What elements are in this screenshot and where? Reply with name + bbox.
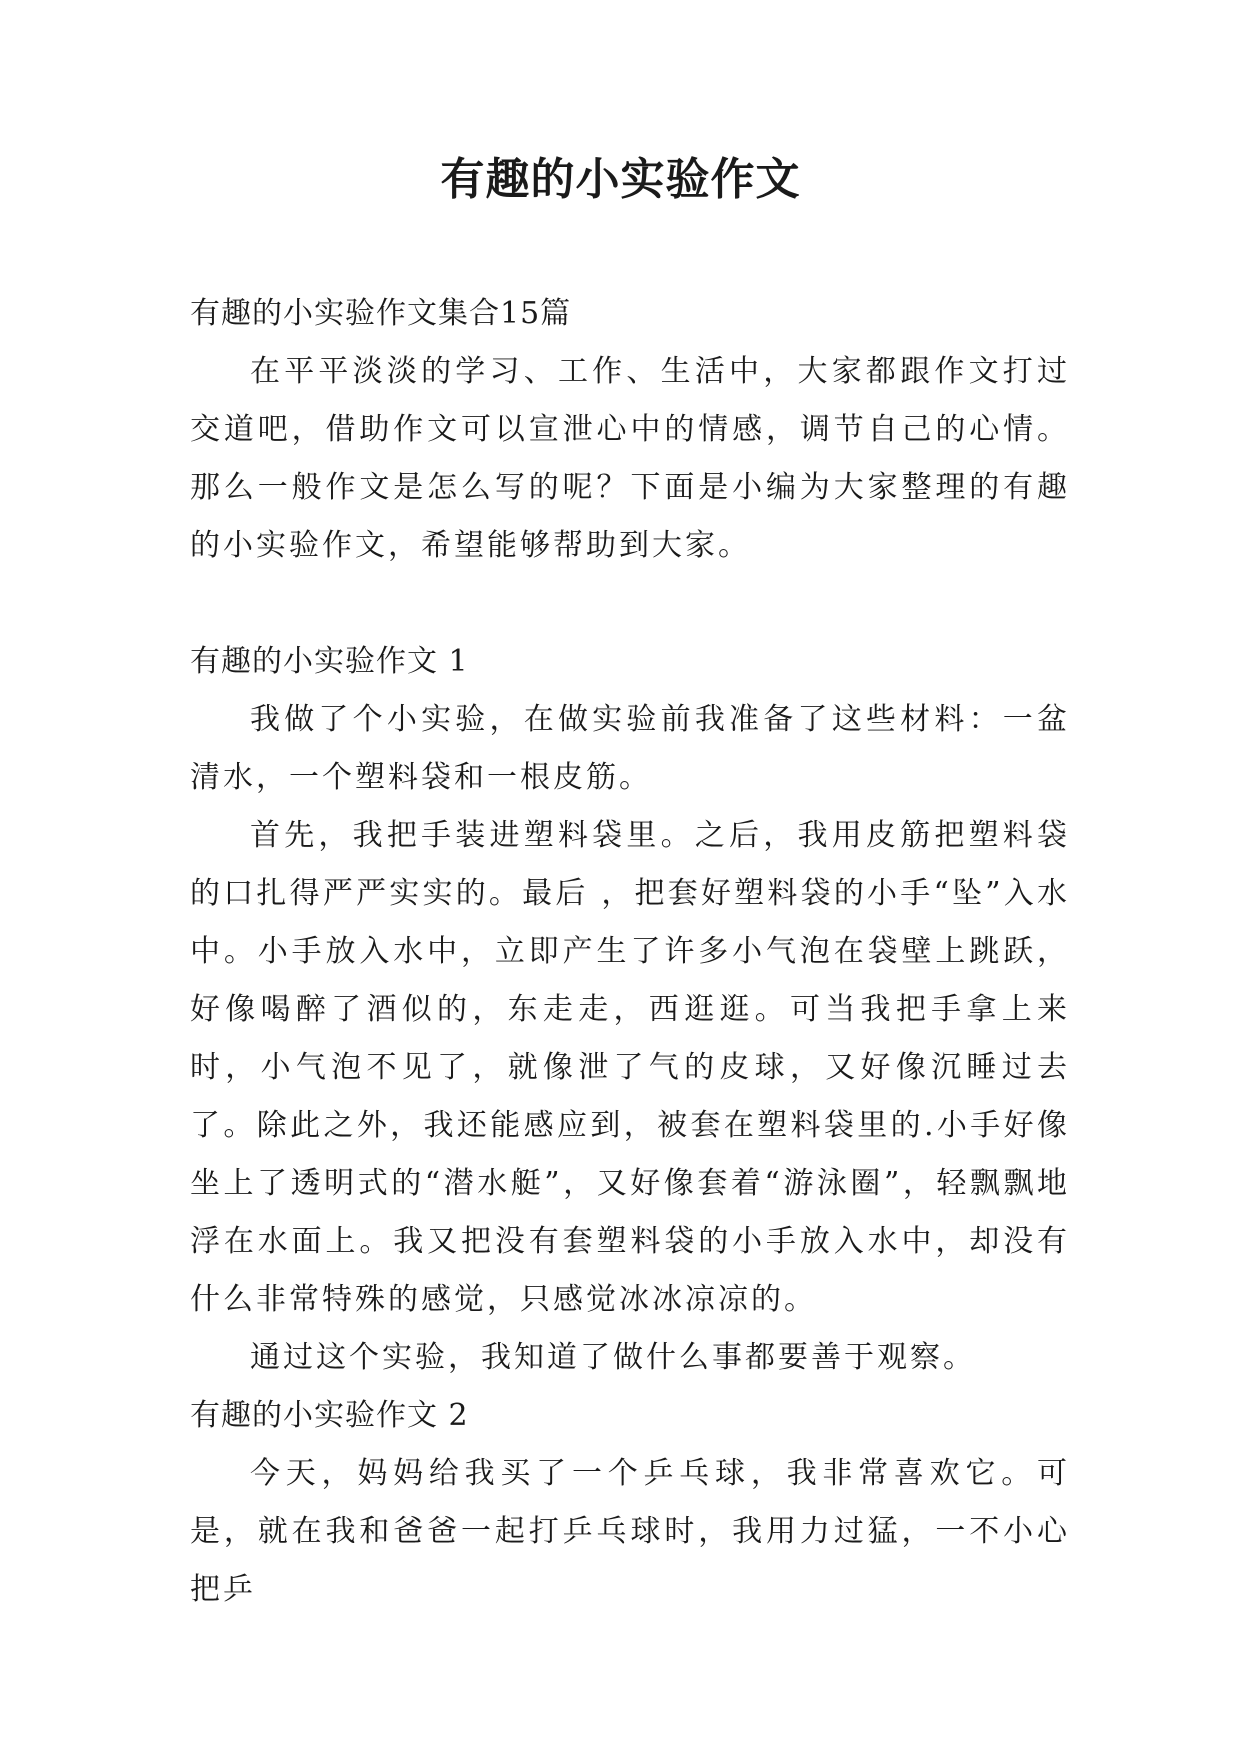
section-1-paragraph-1: 我做了个小实验，在做实验前我准备了这些材料：一盆清水，一个塑料袋和一根皮筋。 bbox=[190, 702, 1070, 795]
collection-subtitle: 有趣的小实验作文集合15篇 bbox=[190, 296, 572, 331]
section-2-paragraph-1: 今天，妈妈给我买了一个乒乓球，我非常喜欢它。可是，就在我和爸爸一起打乒乓球时，我用力过猛，一不小心把乒 bbox=[190, 1456, 1070, 1607]
document-body bbox=[190, 285, 1070, 1619]
intro-paragraph: 在平平淡淡的学习、工作、生活中，大家都跟作文打过交道吧，借助作文可以宣泄心中的情感，调节自己的心情。那么一般作文是怎么写的呢？下面是小编为大家整理的有趣的小实验作文，希望能够帮助到大家。 bbox=[190, 354, 1070, 563]
section-heading-1: 有趣的小实验作文 1 bbox=[190, 644, 469, 679]
document-title: 有趣的小实验作文 bbox=[440, 154, 801, 205]
section-1-paragraph-3: 通过这个实验，我知道了做什么事都要善于观察。 bbox=[250, 1340, 976, 1375]
section-spacer bbox=[190, 575, 1070, 633]
section-heading-2: 有趣的小实验作文 2 bbox=[190, 1398, 469, 1433]
section-1-paragraph-2: 首先，我把手装进塑料袋里。之后，我用皮筋把塑料袋的口扎得严严实实的。最后 ，把套好塑料袋的小手“坠”入水中。小手放入水中，立即产生了许多小气泡在袋壁上跳跃，好像喝醉了酒似的，东走走，西逛逛。可当我把手拿上来时，小气泡不见了，就像泄了气的皮球，又好像沉睡过去了。除此之外，我还能感应到，被套在塑料袋里的.小手好像坐上了透明式的“潜水艇”，又好像套着“游泳圈”，轻飘飘地浮在水面上。我又把没有套塑料袋的小手放入水中，却没有什么非常特殊的感觉，只感觉冰冰凉凉的。 bbox=[190, 818, 1070, 1317]
